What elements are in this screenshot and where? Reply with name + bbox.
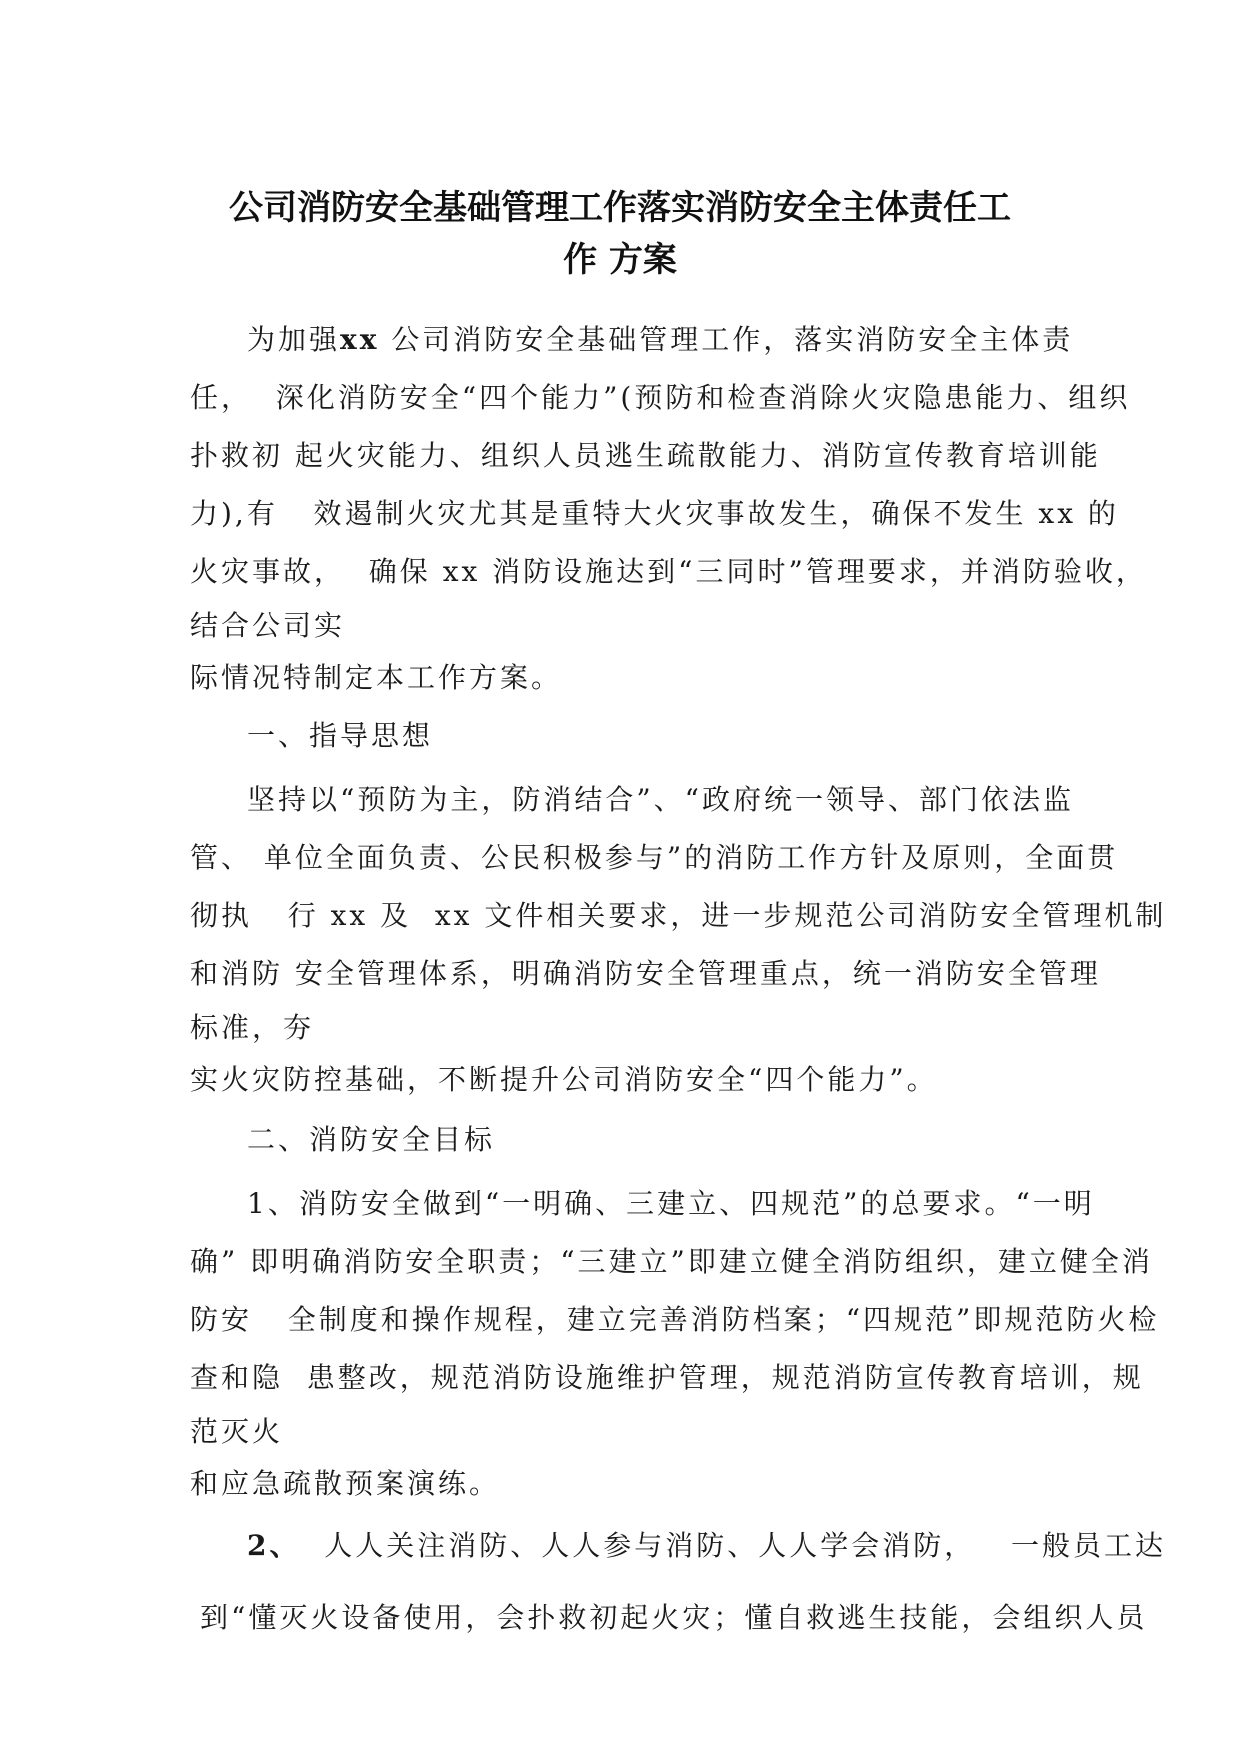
body-line: 任， 深化消防安全“四个能力”(预防和检查消除火灾隐患能力、组织 [190,381,1131,414]
document-title-line-1: 公司消防安全基础管理工作落实消防安全主体责任工 [229,188,1011,228]
body-line: 结合公司实 [190,609,346,642]
line-text: 人人关注消防、人人参与消防、人人学会消防， 一般员工达 [300,1529,1166,1562]
body-line: 到“懂灭火设备使用，会扑救初起火灾；懂自救逃生技能，会组织人员 [200,1601,1148,1634]
company-placeholder: xx [340,323,380,356]
body-line: 坚持以“预防为主，防消结合”、“政府统一领导、部门依法监 [247,783,1074,816]
body-line [247,1524,1166,1564]
body-line: 1、消防安全做到“一明确、三建立、四规范”的总要求。“一明 [247,1187,1095,1220]
body-line: 际情况特制定本工作方案。 [190,661,563,694]
body-line: 查和隐 患整改，规范消防设施维护管理，规范消防宣传教育培训，规 [190,1361,1144,1394]
body-line: 和应急疏散预案演练。 [190,1467,501,1500]
document-title-line-2: 作 方案 [563,240,677,280]
section-heading-safety-goals: 二、消防安全目标 [247,1123,496,1156]
body-line: 管、 单位全面负责、公民积极参与”的消防工作方针及原则，全面贯 [190,841,1119,874]
body-line [247,318,1073,358]
body-line: 确” 即明确消防安全职责；“三建立”即建立健全消防组织，建立健全消 [190,1245,1153,1278]
body-line: 范灭火 [190,1415,284,1448]
body-line: 和消防 安全管理体系，明确消防安全管理重点，统一消防安全管理 [190,957,1101,990]
body-line: 防安 全制度和操作规程，建立完善消防档案；“四规范”即规范防火检 [190,1303,1160,1336]
line-prefix: 为加强 [247,323,341,356]
body-line: 火灾事故， 确保 xx 消防设施达到“三同时”管理要求，并消防验收， [190,555,1147,588]
line-text: 公司消防安全基础管理工作，落实消防安全主体责 [379,323,1074,356]
item-number: 2、 [247,1529,301,1562]
body-line: 彻执 行 xx 及 xx 文件相关要求，进一步规范公司消防安全管理机制 [190,899,1167,932]
body-line: 扑救初 起火灾能力、组织人员逃生疏散能力、消防宣传教育培训能 [190,439,1101,472]
section-heading-guiding-ideology: 一、指导思想 [247,719,434,752]
body-line: 实火灾防控基础，不断提升公司消防安全“四个能力”。 [190,1063,938,1096]
body-line: 标准，夯 [190,1011,315,1044]
body-line: 力),有 效遏制火灾尤其是重特大火灾事故发生，确保不发生 xx 的 [190,497,1119,530]
